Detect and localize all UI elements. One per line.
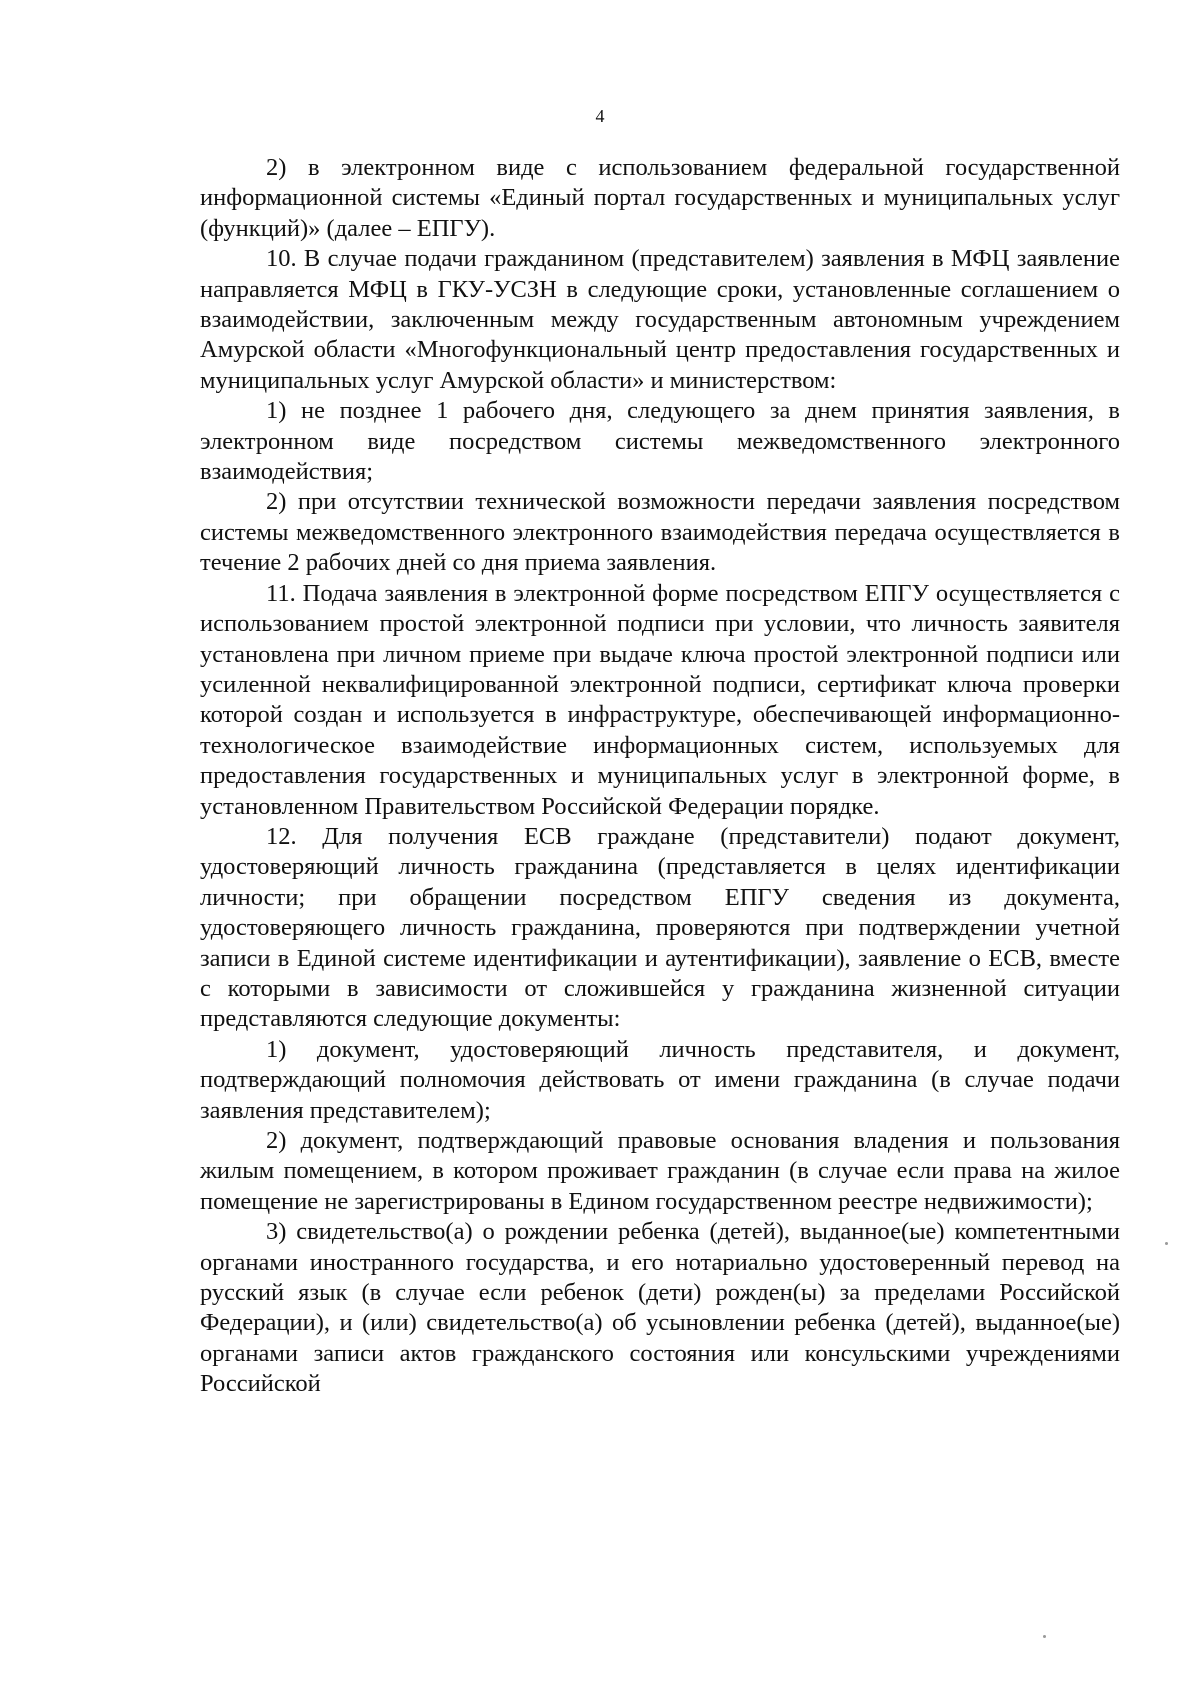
document-body — [200, 153, 1120, 1400]
paragraph-document-3: 3) свидетельство(а) о рождении ребенка (детей), выданное(ые) компетентными органами иностранного государства, и его нотариально удостоверенный перевод на русский язык (в случае если ребенок (дети) рожден(ы) за пределами Российской Федерации), и (или) свидетельство(а) об усыновлении ребенка (детей), выданное(ые) органами записи актов гражданского состояния или консульскими учреждениями Российской — [200, 1218, 1120, 1398]
paragraph-document-1: 1) документ, удостоверяющий личность представителя, и документ, подтверждающий полномочия действовать от имени гражданина (в случае подачи заявления представителем); — [200, 1035, 1120, 1124]
paragraph-clause-11: 11. Подача заявления в электронной форме посредством ЕПГУ осуществляется с использованием простой электронной подписи при условии, что личность заявителя установлена при личном приеме при выдаче ключа простой электронной подписи или усиленной неквалифицированной электронной подписи, сертификат ключа проверки которой создан и используется в инфраструктуре, обеспечивающей информационно-технологическое взаимодействие информационных систем, используемых для предоставления государственных и муниципальных услуг в электронной форме, в установленном Правительством Российской Федерации порядке. — [200, 579, 1120, 820]
paragraph-item-2-electronic: 2) в электронном виде с использованием федеральной государственной информационной системы «Единый портал государственных и муниципальных услуг (функций)» (далее – ЕПГУ). — [200, 154, 1120, 242]
scan-speck — [1165, 1242, 1168, 1245]
paragraph-item-2-no-technical-means: 2) при отсутствии технической возможности передачи заявления посредством системы межведомственного электронного взаимодействия передача осуществляется в течение 2 рабочих дней со дня приема заявления. — [200, 488, 1120, 577]
page-number: 4 — [595, 106, 605, 126]
paragraph-item-1-deadline: 1) не позднее 1 рабочего дня, следующего за днем принятия заявления, в электронном виде посредством системы межведомственного электронного взаимодействия; — [200, 397, 1120, 486]
scan-speck — [1043, 1635, 1046, 1638]
paragraph-clause-12: 12. Для получения ЕСВ граждане (представители) подают документ, удостоверяющий личность гражданина (представляется в целях идентификации личности; при обращении посредством ЕПГУ сведения из документа, удостоверяющего личность гражданина, проверяются при подтверждении учетной записи в Единой системе идентификации и аутентификации), заявление о ЕСВ, вместе с которыми в зависимости от сложившейся у гражданина жизненной ситуации представляются следующие документы: — [200, 822, 1120, 1033]
paragraph-clause-10: 10. В случае подачи гражданином (представителем) заявления в МФЦ заявление направляется МФЦ в ГКУ-УСЗН в следующие сроки, установленные соглашением о взаимодействии, заключенным между государственным автономным учреждением Амурской области «Многофункциональный центр предоставления государственных и муниципальных услуг Амурской области» и министерством: — [200, 245, 1120, 394]
paragraph-document-2: 2) документ, подтверждающий правовые основания владения и пользования жилым помещением, в котором проживает гражданин (в случае если права на жилое помещение не зарегистрированы в Едином государственном реестре недвижимости); — [200, 1127, 1120, 1215]
